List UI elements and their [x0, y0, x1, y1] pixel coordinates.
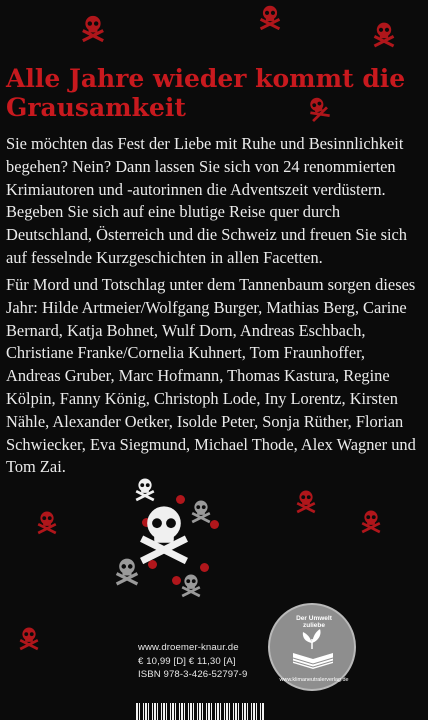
skull-crossbones-icon	[134, 476, 156, 502]
skull-crossbones-icon	[36, 509, 58, 535]
badge-bottom-text: www.klimaneutralerverlag.de	[279, 677, 349, 683]
leaf-icon	[300, 627, 324, 649]
barcode	[136, 703, 264, 720]
authors-paragraph: Für Mord und Totschlag unter dem Tannenbaum sorgen dieses Jahr: Hilde Artmeier/Wolfgang Burger, Mathias Berg, Carine Bernard, Katja Bohnet, Wulf Dorn, Andreas Eschbach, Christiane Franke/Cornelia Kuhnert, Tom Fraunhoffer, Andreas Gruber, Marc Hofmann, Thomas Kastura, Regine Kölpin, Fanny König, Christoph Lode, Iny Lorentz, Kirsten Nähle, Alexander Oetker, Isolde Peter, Sonja Rüther, Florian Schwiecker, Eva Siegmund, Michael Thode, Alex Wagner und Tom Zai.	[6, 275, 416, 477]
back-cover-title: Alle Jahre wieder kommt die Grausamkeit	[6, 64, 406, 122]
skull-crossbones-icon	[18, 625, 40, 651]
skull-crossbones-icon	[372, 20, 396, 48]
blurb-paragraph: Sie möchten das Fest der Liebe mit Ruhe und Besinnlichkeit begehen? Nein? Dann lassen Sie sich von 24 renommierten Krimiautoren und -autorinnen die Adventszeit verdüstern. Begeben Sie sich auf eine blutige Reise quer durch Deutschland, Österreich und die Schweiz und freuen Sie sich auf fesselnde Kurzgeschichten in allen Facetten.	[6, 134, 407, 267]
price-label: € 10,99 [D] € 11,30 [A]	[138, 655, 236, 667]
badge-top-text: Der Umwelt zuliebe	[296, 615, 332, 629]
publisher-website: www.droemer-knaur.de	[138, 642, 239, 653]
skull-crossbones-icon	[80, 14, 106, 42]
skull-crossbones-icon	[295, 488, 317, 514]
climate-neutral-badge	[268, 603, 356, 691]
skull-crossbones-icon	[360, 508, 382, 534]
skull-crossbones-icon	[255, 4, 285, 30]
blood-dot	[200, 563, 209, 572]
publisher-info	[138, 641, 278, 682]
skull-crossbones-icon	[114, 556, 140, 586]
skull-crossbones-icon	[190, 498, 212, 524]
book-icon	[290, 649, 336, 671]
skull-crossbones-icon	[180, 572, 202, 598]
skull-crossbones-icon	[136, 500, 192, 566]
isbn-label: ISBN 978-3-426-52797-9	[138, 669, 248, 681]
